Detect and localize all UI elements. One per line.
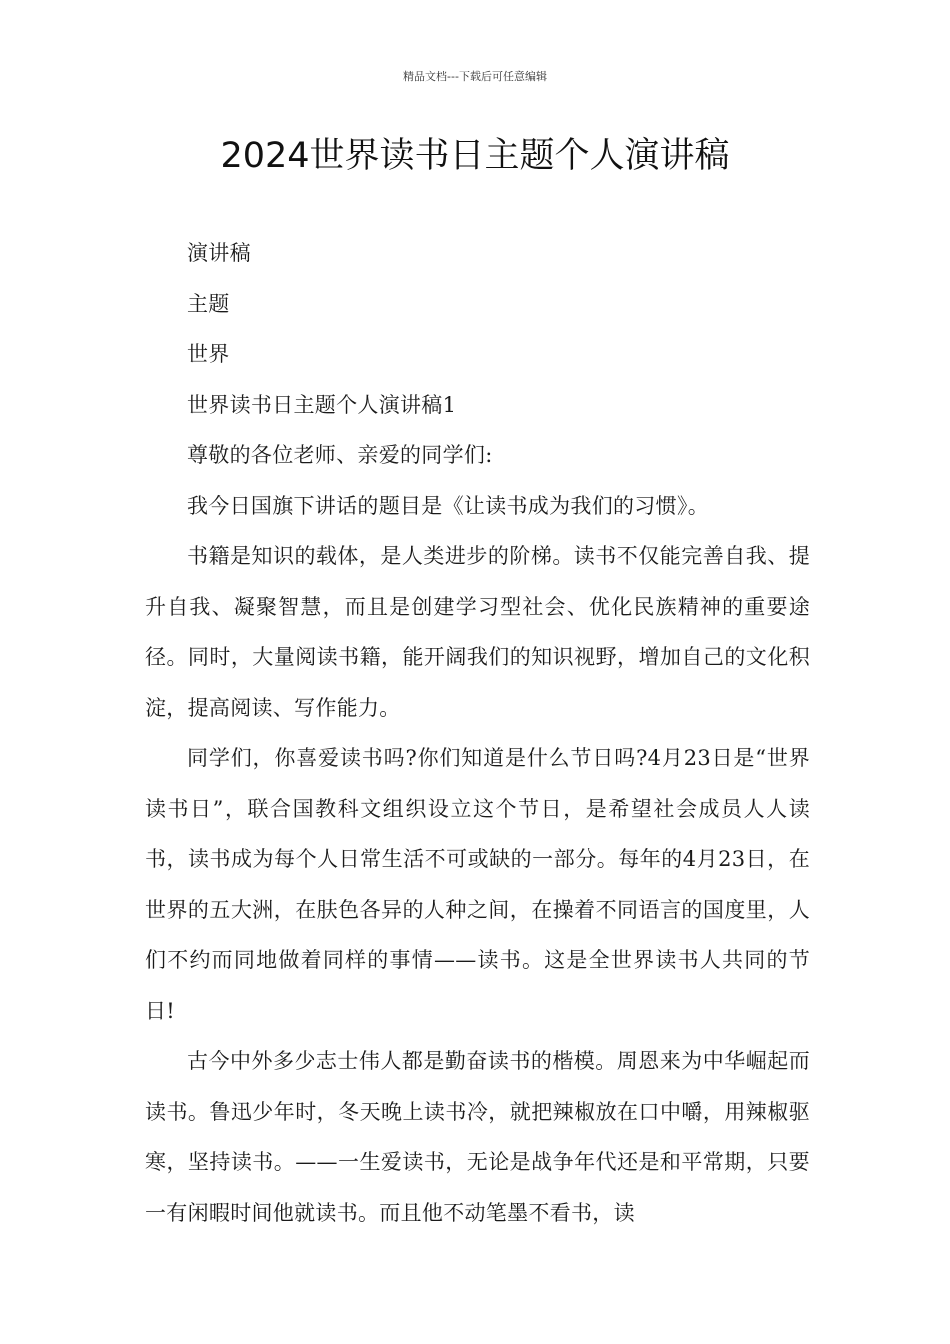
document-title: 2024世界读书日主题个人演讲稿 <box>220 136 730 176</box>
paragraph: 主题 <box>187 291 230 316</box>
paragraph: 世界读书日主题个人演讲稿1 <box>187 392 457 417</box>
paragraph: 尊敬的各位老师、亲爱的同学们: <box>187 443 493 467</box>
paragraph: 我今日国旗下讲话的题目是《让读书成为我们的习惯》。 <box>187 493 709 518</box>
header-note: 精品文档---下载后可任意编辑 <box>403 70 547 83</box>
paragraph: 同学们，你喜爱读书吗?你们知道是什么节日吗?4月23日是“世界读书日”，联合国教科文组织设立这个节日，是希望社会成员人人读书，读书成为每个人日常生活不可或缺的一部分。每年的4月23日，在世界的五大洲，在肤色各异的人种之间，在操着不同语言的国度里，人们不约而同地做着同样的事情——读书。这是全世界读书人共同的节日! <box>145 746 810 1023</box>
document-body <box>145 228 810 1238</box>
paragraph: 古今中外多少志士伟人都是勤奋读书的楷模。周恩来为中华崛起而读书。鲁迅少年时，冬天晚上读书冷，就把辣椒放在口中嚼，用辣椒驱寒，坚持读书。——一生爱读书，无论是战争年代还是和平常期，只要一有闲暇时间他就读书。而且他不动笔墨不看书，读 <box>145 1049 810 1225</box>
paragraph: 世界 <box>187 342 230 366</box>
paragraph: 书籍是知识的载体，是人类进步的阶梯。读书不仅能完善自我、提升自我、凝聚智慧，而且是创建学习型社会、优化民族精神的重要途径。同时，大量阅读书籍，能开阔我们的知识视野，增加自己的文化积淀，提高阅读、写作能力。 <box>145 544 810 720</box>
paragraph: 演讲稿 <box>187 241 251 265</box>
